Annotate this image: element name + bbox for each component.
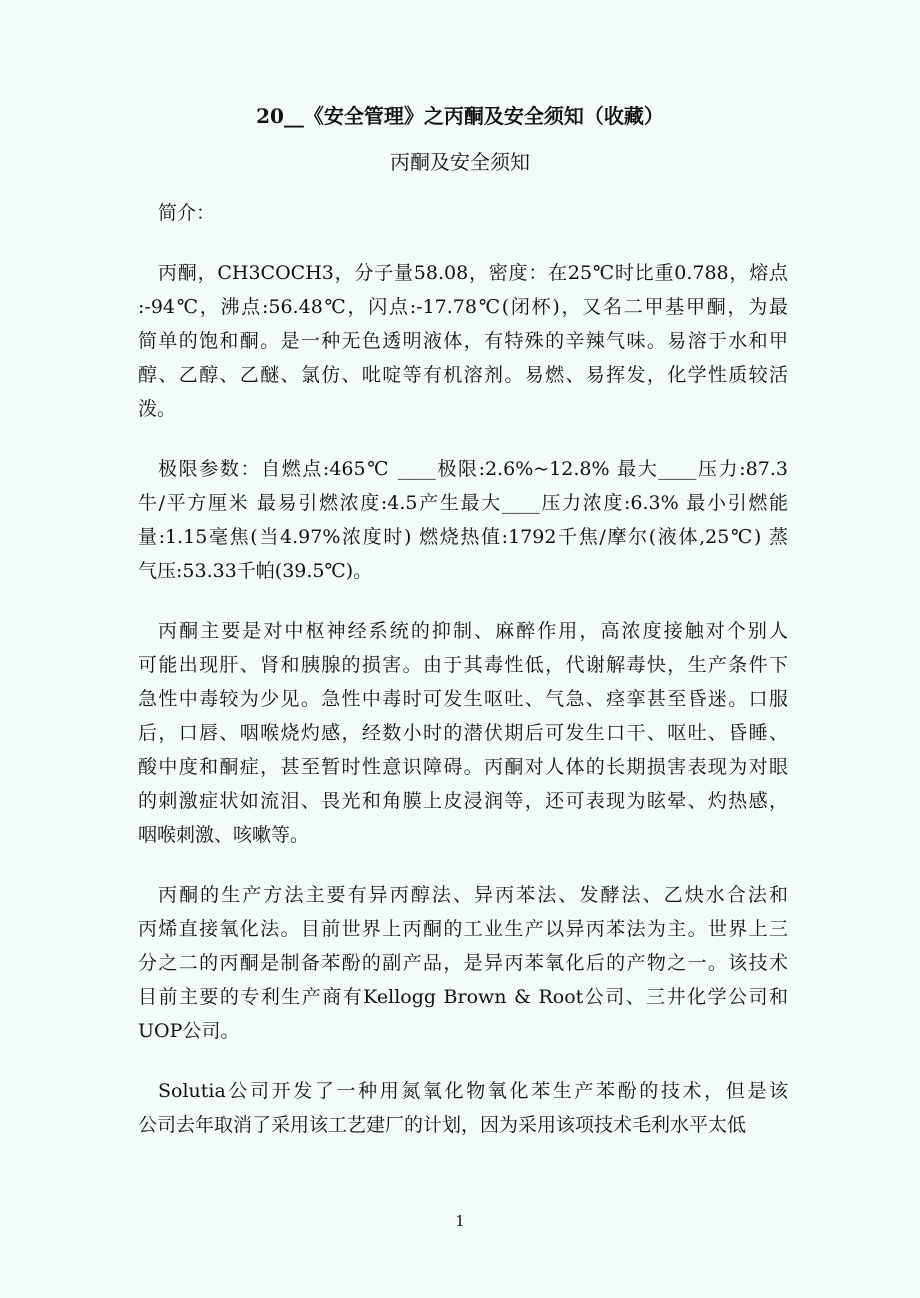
paragraph	[138, 256, 788, 426]
text-line: :-94℃，沸点:56.48℃，闪点:-17.78℃(闭杯)，又名二甲基甲酮，为最	[138, 296, 788, 318]
text-line: 急性中毒较为少见。急性中毒时可发生呕吐、气急、痉挛甚至昏迷。口服	[138, 688, 788, 710]
text-line: 量:1.15毫焦(当4.97%浓度时) 燃烧热值:1792千焦/摩尔(液体,25℃) 蒸	[138, 526, 788, 548]
text-line: 简单的饱和酮。是一种无色透明液体，有特殊的辛辣气味。易溶于水和甲	[138, 330, 788, 352]
text-line: 可能出现肝、肾和胰腺的损害。由于其毒性低，代谢解毒快，生产条件下	[138, 654, 788, 676]
paragraph	[138, 452, 788, 588]
document-title: 20__《安全管理》之丙酮及安全须知（收藏）	[256, 104, 664, 128]
text-line: 丙酮，CH3COCH3，分子量58.08，密度：在25℃时比重0.788，熔点	[158, 262, 788, 284]
paragraph	[138, 878, 788, 1048]
text-line: 分之二的丙酮是制备苯酚的副产品，是异丙苯氧化后的产物之一。该技术	[138, 952, 788, 974]
text-line: 醇、乙醇、乙醚、氯仿、吡啶等有机溶剂。易燃、易挥发，化学性质较活	[138, 364, 788, 386]
text-line: 简介：	[158, 202, 216, 224]
document-body	[138, 196, 788, 1168]
text-line: 后，口唇、咽喉烧灼感，经数小时的潜伏期后可发生口干、呕吐、昏睡、	[138, 722, 788, 744]
paragraph	[138, 614, 788, 852]
text-line: 泼。	[138, 398, 177, 420]
text-line: 酸中度和酮症，甚至暂时性意识障碍。丙酮对人体的长期损害表现为对眼	[138, 756, 788, 778]
text-line: 丙酮的生产方法主要有异丙醇法、异丙苯法、发酵法、乙炔水合法和	[158, 884, 788, 906]
section-heading	[138, 196, 788, 230]
document-subtitle: 丙酮及安全须知	[390, 150, 530, 174]
page-number: 1	[455, 1212, 465, 1230]
text-line: 的刺激症状如流泪、畏光和角膜上皮浸润等，还可表现为眩晕、灼热感，	[138, 790, 788, 812]
text-line: 目前主要的专利生产商有Kellogg Brown & Root公司、三井化学公司和	[138, 986, 788, 1008]
text-line: Solutia公司开发了一种用氮氧化物氧化苯生产苯酚的技术，但是该	[158, 1080, 788, 1102]
text-line: 极限参数：自燃点:465℃ ____极限:2.6%~12.8% 最大____压力:87.3	[158, 458, 788, 480]
text-line: 丙酮主要是对中枢神经系统的抑制、麻醉作用，高浓度接触对个别人	[158, 620, 788, 642]
paragraph	[138, 1074, 788, 1142]
text-line: 气压:53.33千帕(39.5℃)。	[138, 560, 373, 582]
text-line: 丙烯直接氧化法。目前世界上丙酮的工业生产以异丙苯法为主。世界上三	[138, 918, 788, 940]
text-line: UOP公司。	[138, 1020, 240, 1042]
text-line: 公司去年取消了采用该工艺建厂的计划，因为采用该项技术毛利水平太低	[138, 1114, 747, 1136]
text-line: 牛/平方厘米 最易引燃浓度:4.5产生最大____压力浓度:6.3% 最小引燃能	[138, 492, 788, 514]
text-line: 咽喉刺激、咳嗽等。	[138, 824, 310, 846]
